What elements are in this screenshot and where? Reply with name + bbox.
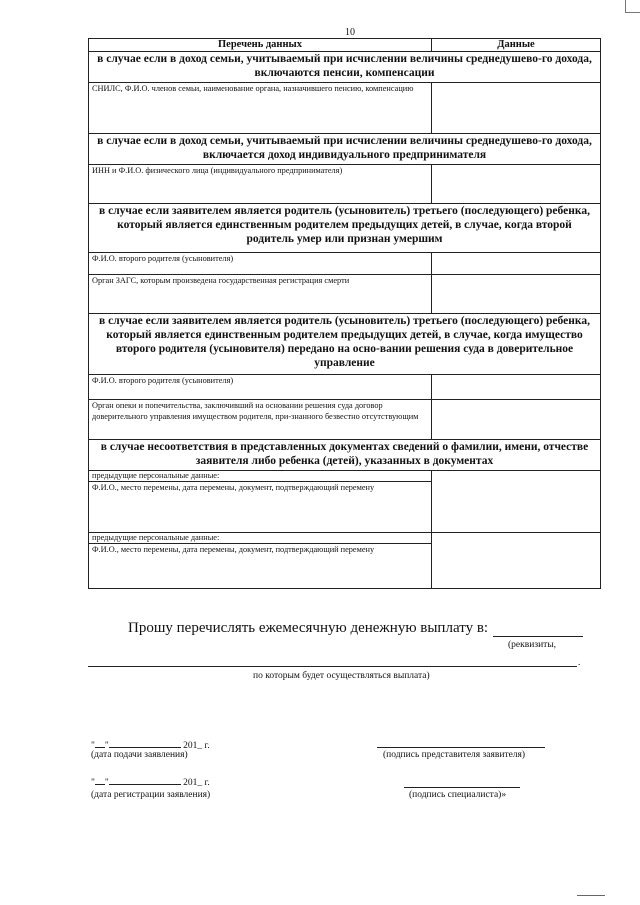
table-row [89,83,601,134]
day-blank[interactable] [95,738,105,748]
representative-signature-line[interactable] [377,747,545,748]
requisites-note: по которым будет осуществляться выплата) [253,671,430,681]
field-label: Орган опеки и попечительства, заключивший на основании решения суда договор доверительного управления имуществом родителя, при-знанного безвестно отсутствующим [89,400,432,440]
section-name-mismatch-title-row [89,440,601,471]
section-title: в случае если в доход семьи, учитываемый при исчислении величины среднедушево-го дохода, включается доход индивидуального предпринимателя [89,134,601,165]
field-label: Орган ЗАГС, которым произведена государственная регистрация смерти [89,275,432,314]
header-data-list: Перечень данных [89,39,432,52]
table-row [89,533,601,544]
registration-date-field[interactable] [91,775,210,788]
previous-data-caption: предыдущие персональные данные: [89,471,432,482]
day-blank[interactable] [95,775,105,785]
requisites-input-line[interactable] [493,636,583,637]
section-pensions-title-row [89,52,601,83]
table-header-row [89,39,601,52]
section-title: в случае несоответствия в представленных документах сведений о фамилии, имени, отчестве заявителя либо ребенка (детей), указанных в документах [89,440,601,471]
open-quote: " [91,741,95,751]
requisites-caption: (реквизиты, [508,640,557,650]
payment-request-text: Прошу перечислять ежемесячную денежную выплату в: [128,620,489,636]
table-row [89,165,601,204]
field-label: ИНН и Ф.И.О. физического лица (индивидуального предпринимателя) [89,165,432,204]
table-row [89,275,601,314]
scan-edge-mark [577,895,605,896]
header-data-values: Данные [432,39,601,52]
specialist-signature-caption: (подпись специалиста)» [409,790,507,800]
data-input-cell[interactable] [432,165,601,204]
table-row [89,375,601,400]
year-suffix: 201_ г. [183,778,210,788]
representative-signature-caption: (подпись представителя заявителя) [383,750,526,760]
month-blank[interactable] [109,738,181,748]
field-label: Ф.И.О. второго родителя (усыновителя) [89,253,432,275]
section-trust-management-title-row [89,314,601,375]
submission-date-caption: (дата подачи заявления) [91,750,188,760]
data-input-cell[interactable] [432,83,601,134]
scan-corner-mark [625,0,640,13]
section-title: в случае если в доход семьи, учитываемый при исчислении величины среднедушево-го дохода, включаются пенсии, компенсации [89,52,601,83]
data-input-cell[interactable] [432,471,601,533]
data-input-cell[interactable] [432,400,601,440]
data-input-cell[interactable] [432,275,601,314]
section-entrepreneur-title-row [89,134,601,165]
close-quote: " [104,741,109,751]
year-suffix: 201_ г. [183,741,210,751]
table-row [89,253,601,275]
table-row [89,400,601,440]
month-blank[interactable] [109,775,181,785]
section-title: в случае если заявителем является родитель (усыновитель) третьего (последующего) ребенка, который является единственным родителем предыдущих детей, в случае, когда имущество второго родителя (усыновителя) передано на осно-вании решения суда в доверительное управление [89,314,601,375]
data-table [88,38,601,589]
field-label: Ф.И.О., место перемены, дата перемены, документ, подтверждающий перемену [89,544,432,589]
page-number: 10 [345,27,355,38]
field-label: Ф.И.О., место перемены, дата перемены, документ, подтверждающий перемену [89,482,432,533]
registration-date-caption: (дата регистрации заявления) [91,790,211,800]
field-label: Ф.И.О. второго родителя (усыновителя) [89,375,432,400]
close-quote: " [104,778,109,788]
data-input-cell[interactable] [432,253,601,275]
data-input-cell[interactable] [432,375,601,400]
previous-data-caption: предыдущие персональные данные: [89,533,432,544]
field-label: СНИЛС, Ф.И.О. членов семьи, наименование органа, назначившего пенсию, компенсацию [89,83,432,134]
requisites-continuation-line[interactable] [88,666,577,667]
section-title: в случае если заявителем является родитель (усыновитель) третьего (последующего) ребенка, который является единственным родителем предыдущих детей, в случае, когда второй родитель умер или признан умершим [89,204,601,253]
data-input-cell[interactable] [432,533,601,589]
section-parent-deceased-title-row [89,204,601,253]
specialist-signature-line[interactable] [404,787,520,788]
table-row [89,471,601,482]
requisites-end-mark: . [578,658,581,668]
open-quote: " [91,778,95,788]
